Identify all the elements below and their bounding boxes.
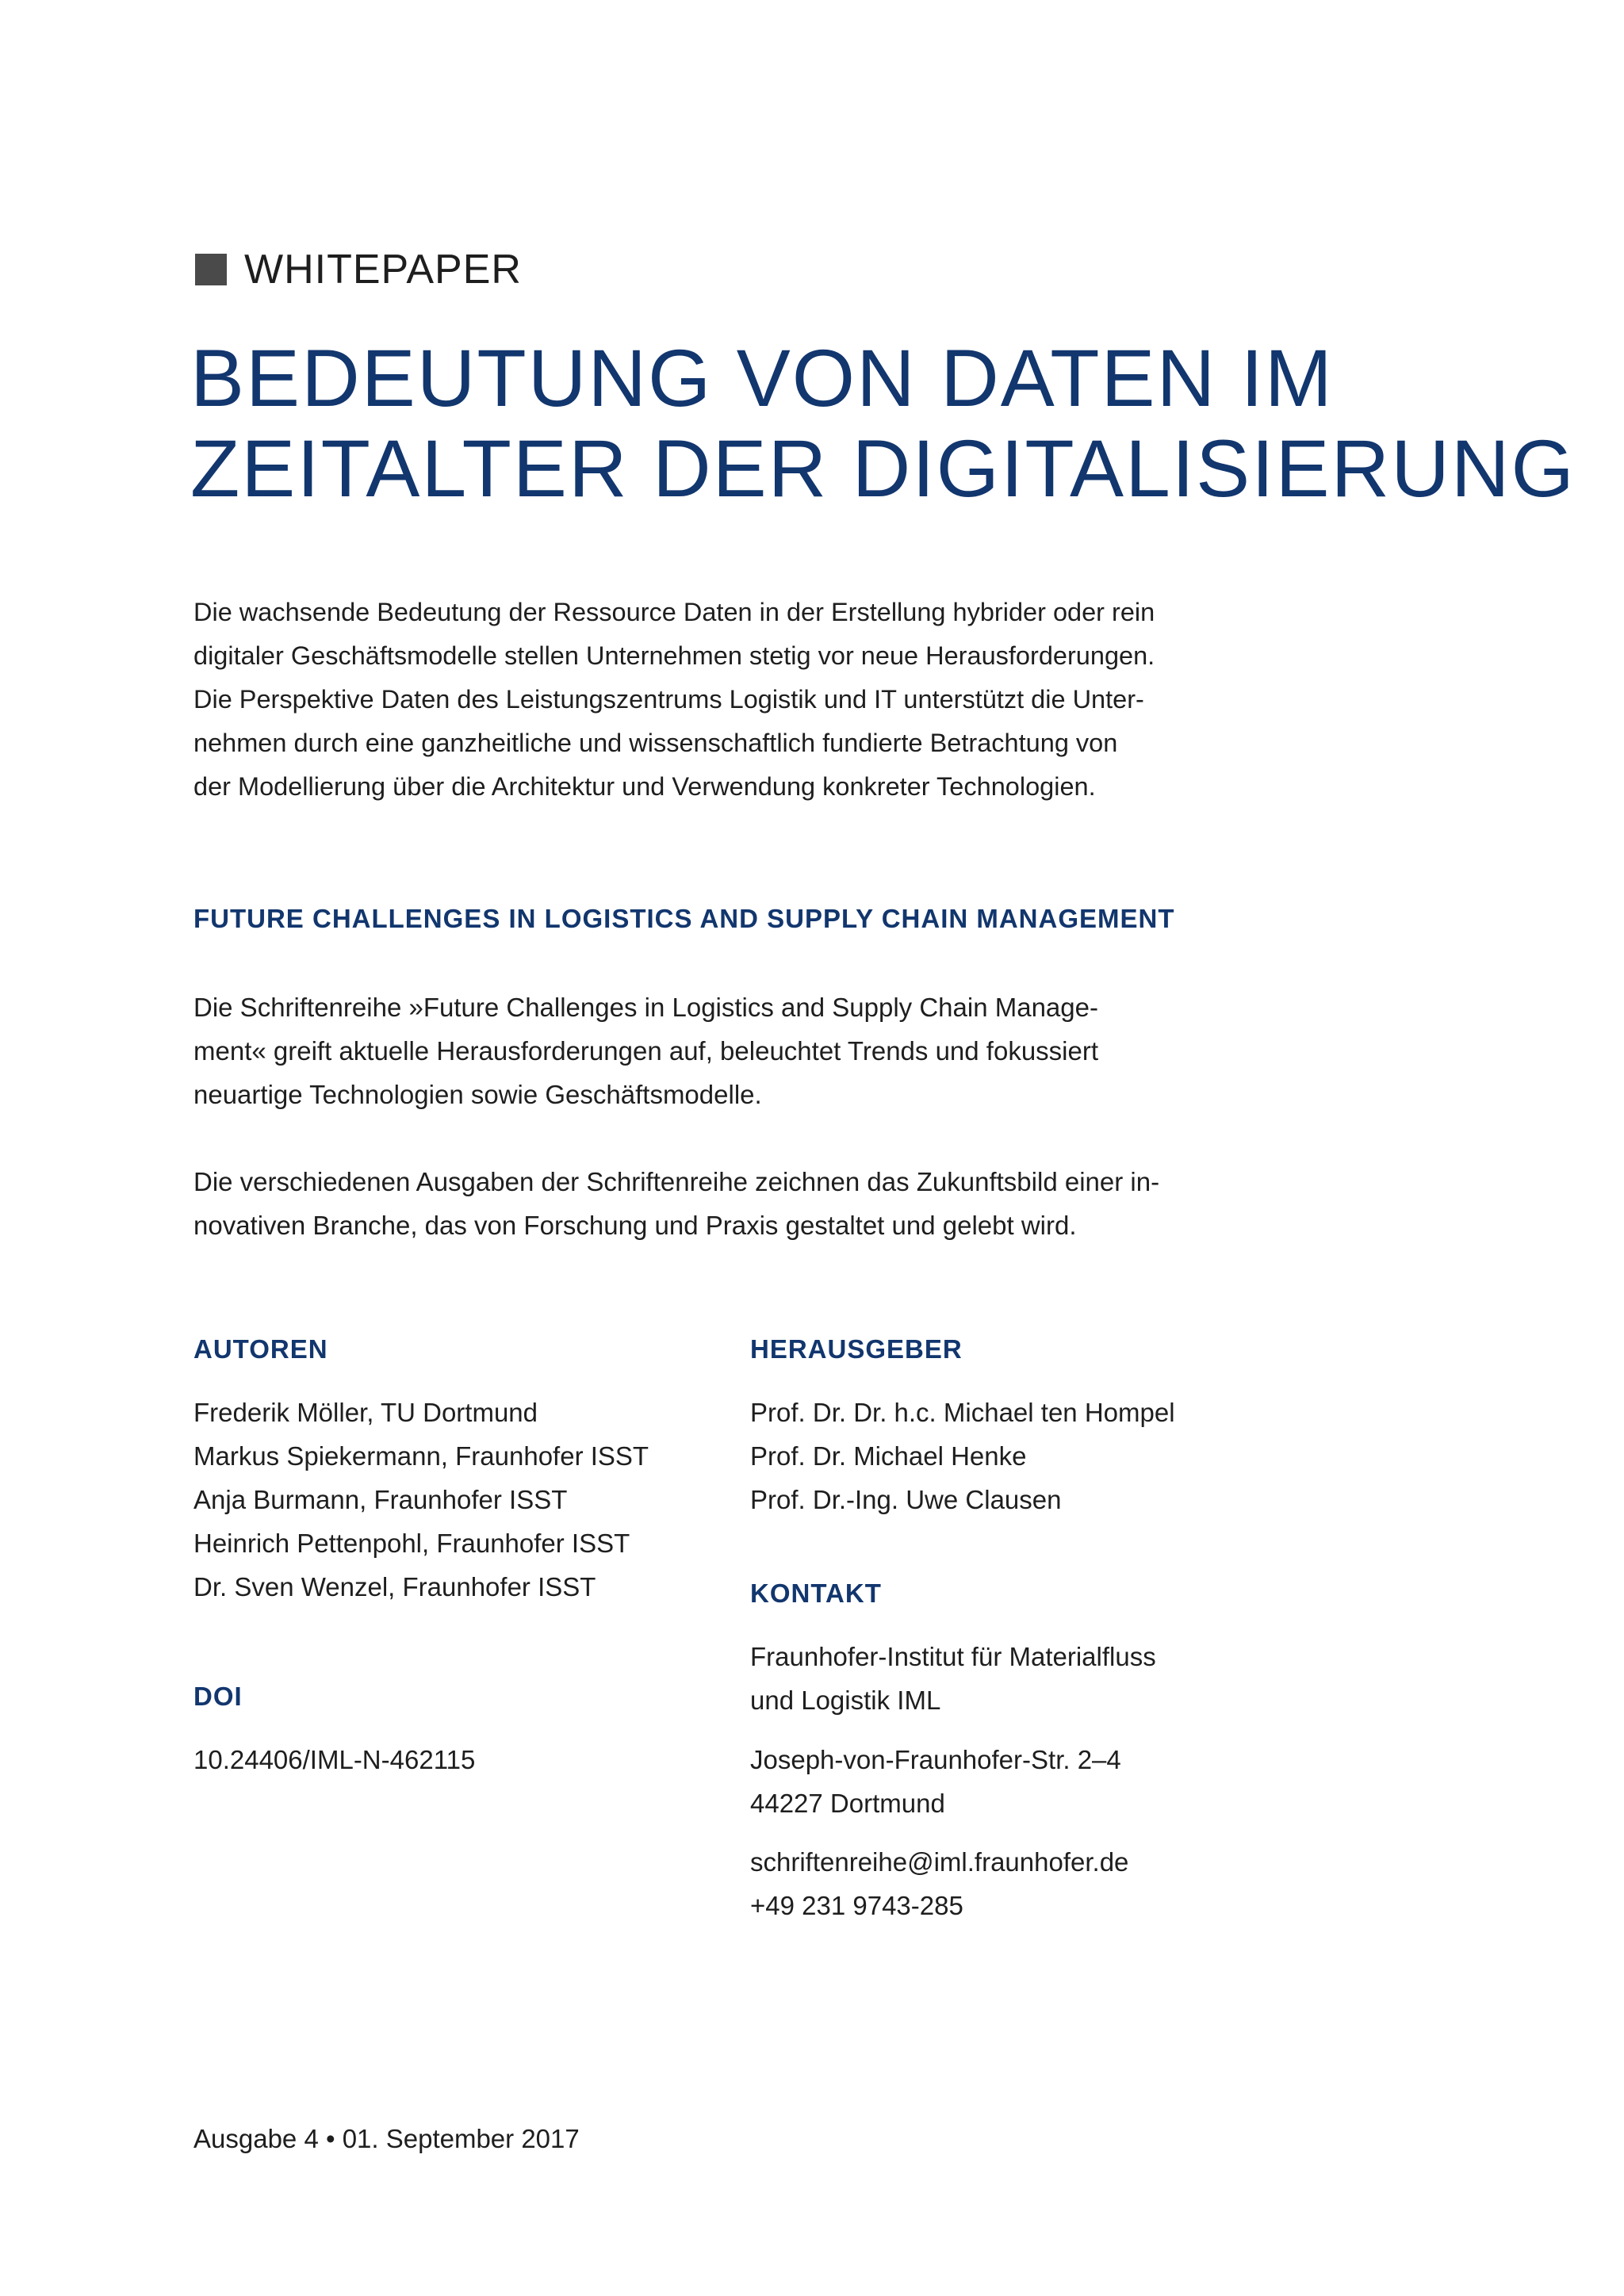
contact-line: und Logistik IML [750, 1686, 941, 1715]
author-item: Dr. Sven Wenzel, Fraunhofer ISST [193, 1572, 596, 1601]
publisher-item: Prof. Dr.-Ing. Uwe Clausen [750, 1485, 1062, 1514]
square-bullet-icon [195, 254, 227, 285]
author-item: Heinrich Pettenpohl, Fraunhofer ISST [193, 1529, 630, 1558]
contact-line: Fraunhofer-Institut für Materialfluss [750, 1642, 1156, 1671]
intro-line: der Modellierung über die Architektur und Verwendung konkreter Technologien. [193, 772, 1096, 801]
intro-line: digitaler Geschäftsmodelle stellen Unternehmen stetig vor neue Herausforderungen. [193, 641, 1155, 670]
series-line: neuartige Technologien sowie Geschäftsmodelle. [193, 1080, 762, 1109]
title-line-1: BEDEUTUNG VON DATEN IM [190, 333, 1334, 423]
contact-institute [750, 1635, 1156, 1722]
series-paragraph-2 [193, 1160, 1159, 1247]
doi-value: 10.24406/IML-N-462115 [193, 1745, 476, 1774]
authors-list [193, 1391, 649, 1609]
contact-line: 44227 Dortmund [750, 1789, 945, 1818]
series-line: Die Schriftenreihe »Future Challenges in Logistics and Supply Chain Manage- [193, 993, 1098, 1022]
publisher-item: Prof. Dr. Michael Henke [750, 1441, 1027, 1471]
series-heading: FUTURE CHALLENGES IN LOGISTICS AND SUPPLY CHAIN MANAGEMENT [193, 904, 1175, 933]
series-line: Die verschiedenen Ausgaben der Schriftenreihe zeichnen das Zukunftsbild einer in- [193, 1167, 1160, 1196]
author-item: Frederik Möller, TU Dortmund [193, 1398, 538, 1427]
publisher-list [750, 1391, 1175, 1521]
author-item: Markus Spiekermann, Fraunhofer ISST [193, 1441, 649, 1471]
contact-channels [750, 1840, 1128, 1927]
title-line-2: ZEITALTER DER DIGITALISIERUNG [190, 423, 1576, 514]
contact-phone[interactable]: +49 231 9743-285 [750, 1891, 963, 1920]
authors-heading: AUTOREN [193, 1334, 328, 1364]
contact-heading: KONTAKT [750, 1578, 882, 1608]
document-title [190, 333, 1576, 514]
series-paragraph-1 [193, 985, 1098, 1116]
document-type-text: WHITEPAPER [244, 247, 522, 293]
contact-line: Joseph-von-Fraunhofer-Str. 2–4 [750, 1745, 1121, 1774]
publisher-heading: HERAUSGEBER [750, 1334, 963, 1364]
intro-line: Die Perspektive Daten des Leistungszentrums Logistik und IT unterstützt die Unter- [193, 685, 1144, 714]
contact-address [750, 1738, 1121, 1825]
intro-paragraph [193, 591, 1256, 809]
series-line: novativen Branche, das von Forschung und Praxis gestaltet und gelebt wird. [193, 1211, 1077, 1240]
issue-footer: Ausgabe 4 • 01. September 2017 [193, 2124, 580, 2153]
author-item: Anja Burmann, Fraunhofer ISST [193, 1485, 568, 1514]
series-line: ment« greift aktuelle Herausforderungen auf, beleuchtet Trends und fokussiert [193, 1036, 1099, 1066]
contact-email[interactable]: schriftenreihe@iml.fraunhofer.de [750, 1847, 1129, 1877]
doi-heading: DOI [193, 1682, 243, 1711]
intro-line: Die wachsende Bedeutung der Ressource Daten in der Erstellung hybrider oder rein [193, 598, 1155, 626]
document-type-label [195, 246, 522, 293]
publisher-item: Prof. Dr. Dr. h.c. Michael ten Hompel [750, 1398, 1175, 1427]
intro-line: nehmen durch eine ganzheitliche und wissenschaftlich fundierte Betrachtung von [193, 729, 1118, 757]
